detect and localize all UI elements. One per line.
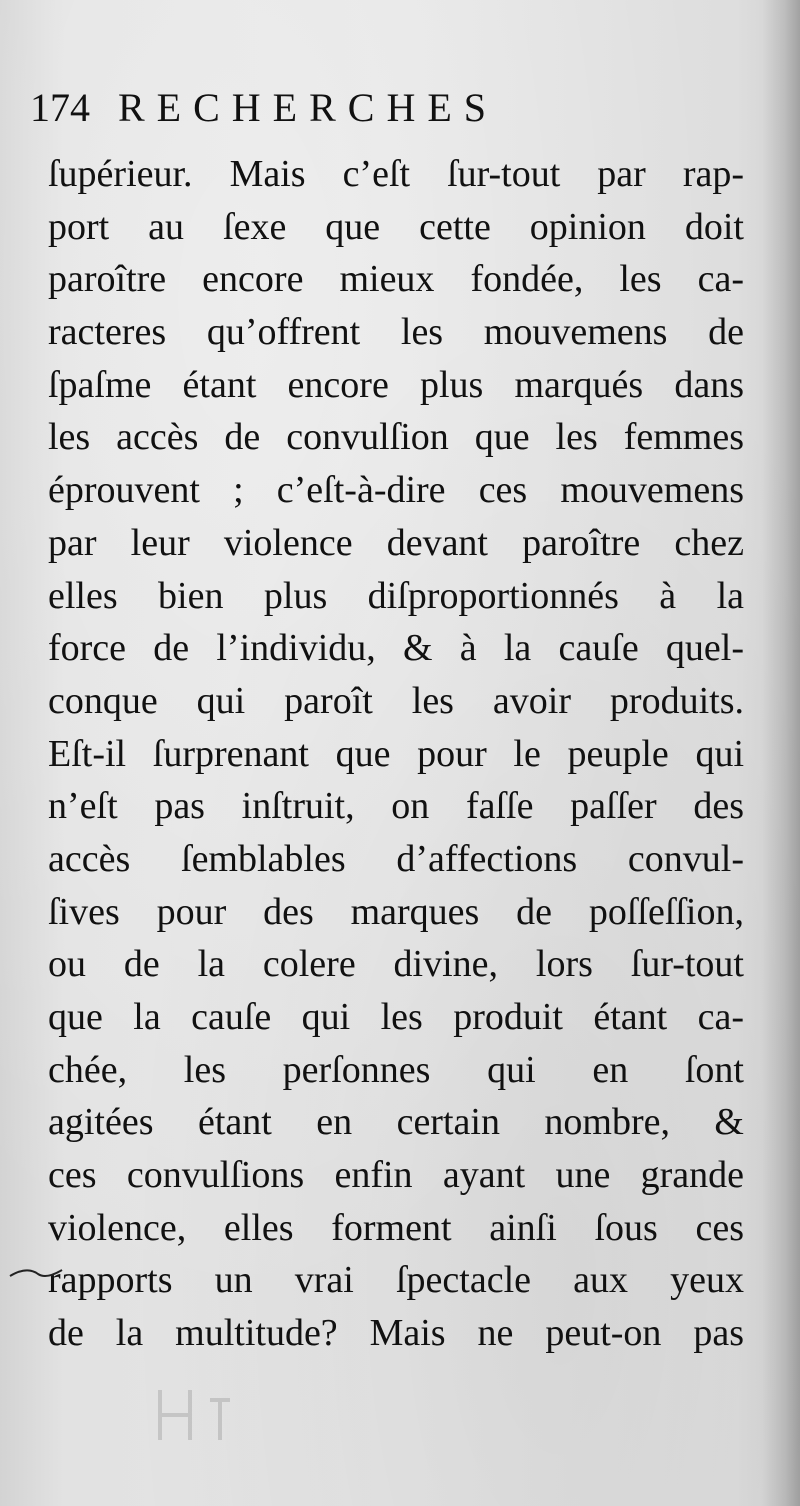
page-edge-shadow <box>762 0 800 1506</box>
page-number: 174 <box>30 85 90 130</box>
text-line: de la multitude? Mais ne peut-on pas <box>48 1312 744 1355</box>
text-line: rapports un vrai ſpectacle aux yeux <box>48 1259 744 1302</box>
text-line: Eſt-il ſurprenant que pour le peuple qui <box>48 732 744 775</box>
text-line: chée, les perſonnes qui en ſont <box>48 1048 744 1091</box>
text-line: violence, elles forment ainſi ſous ces <box>48 1206 744 1249</box>
running-head <box>30 78 630 138</box>
text-line: paroître encore mieux fondée, les ca- <box>48 258 744 301</box>
text-line: ou de la colere divine, lors ſur-tout <box>48 943 744 986</box>
text-line: éprouvent ; c’eſt-à-dire ces mouvemens <box>48 469 744 512</box>
text-line: ſpaſme étant encore plus marqués dans <box>48 363 744 406</box>
text-line: port au ſexe que cette opinion doit <box>48 205 744 248</box>
text-line: ces convulſions enfin ayant une grande <box>48 1154 744 1197</box>
running-title: RECHERCHES <box>118 85 499 130</box>
body-text <box>48 148 744 1360</box>
text-line: force de l’individu, & à la cauſe quel- <box>48 627 744 670</box>
text-line: accès ſemblables d’affections convul- <box>48 837 744 880</box>
text-line: n’eſt pas inſtruit, on faſſe paſſer des <box>48 785 744 828</box>
text-line: ſives pour des marques de poſſeſſion, <box>48 890 744 933</box>
text-line: conque qui paroît les avoir produits. <box>48 679 744 722</box>
text-line: les accès de convulſion que les femmes <box>48 416 744 459</box>
text-line: agitées étant en certain nombre, & <box>48 1101 744 1144</box>
text-line: ſupérieur. Mais c’eſt ſur-tout par rap- <box>48 153 744 195</box>
text-line: elles bien plus diſproportionnés à la <box>48 574 744 617</box>
margin-pen-mark <box>8 1262 64 1282</box>
text-line: par leur violence devant paroître chez <box>48 521 744 564</box>
text-line: que la cauſe qui les produit étant ca- <box>48 996 744 1038</box>
show-through-mark <box>150 1380 240 1450</box>
text-line: racteres qu’offrent les mouvemens de <box>48 311 744 354</box>
